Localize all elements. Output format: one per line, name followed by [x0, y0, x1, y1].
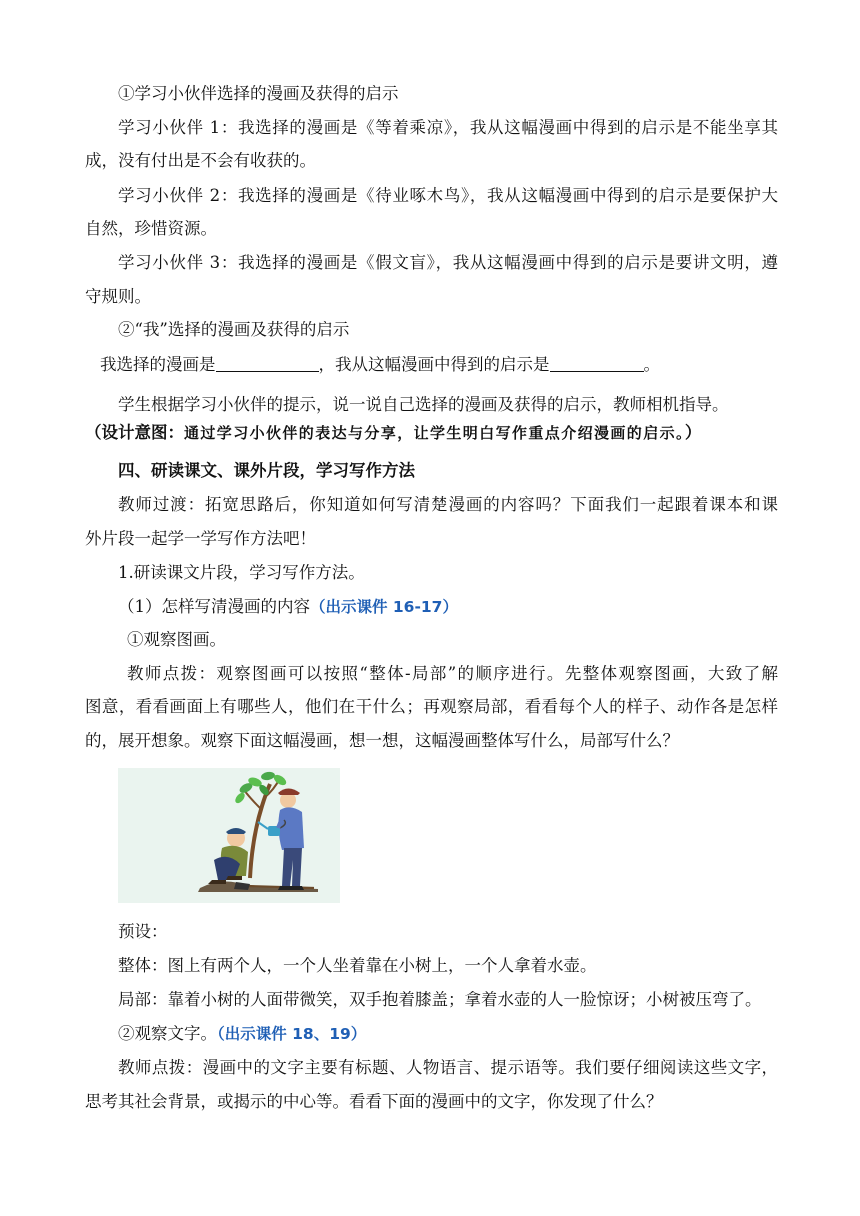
fill-part1: 我选择的漫画是	[100, 355, 216, 374]
item-1-1-text: （1）怎样写清漫画的内容	[118, 597, 310, 616]
subheading-my-choice: ②“我”选择的漫画及获得的启示	[118, 320, 350, 339]
partner1-line2: 成，没有付出是不会有收获的。	[85, 151, 316, 170]
fill-part2: ，我从这幅漫画中得到的启示是	[318, 355, 550, 374]
fill-in-sentence	[100, 355, 660, 375]
item-1-1	[118, 597, 458, 617]
partner3-line2: 守规则。	[85, 287, 151, 306]
observe-text-label: ②观察文字。	[118, 1024, 217, 1043]
observe-text	[118, 1024, 366, 1044]
item-1: 1.研读课文片段，学习写作方法。	[118, 563, 365, 582]
preset-label: 预设：	[118, 922, 168, 941]
design-open-paren: （	[85, 423, 102, 442]
observe-picture: ①观察图画。	[127, 630, 226, 649]
text-hint-line2: 思考其社会背景，或揭示的中心等。看看下面的漫画中的文字，你发现了什么？	[85, 1092, 663, 1111]
fill-part3: 。	[643, 355, 660, 374]
text-hint-line1: 教师点拨：漫画中的文字主要有标题、人物语言、提示语等。我们要仔细阅读这些文字，	[118, 1058, 778, 1077]
fill-blank-insight	[550, 355, 644, 372]
slide-reference-2: （出示课件 18、19）	[217, 1025, 367, 1043]
preset-local: 局部：靠着小树的人面带微笑，双手抱着膝盖；拿着水壶的人一脸惊讶；小树被压弯了。	[118, 990, 762, 1009]
comic-illustration	[118, 768, 340, 903]
hint-line2: 图意，看看画面上有哪些人，他们在干什么；再观察局部，看看每个人的样子、动作各是怎样	[85, 697, 778, 716]
transition-line1: 教师过渡：拓宽思路后，你知道如何写清楚漫画的内容吗？下面我们一起跟着课本和课	[118, 495, 778, 514]
preset-whole: 整体：图上有两个人，一个人坐着靠在小树上，一个人拿着水壶。	[118, 956, 597, 975]
slide-reference: （出示课件 16-17）	[310, 598, 458, 616]
design-intent-note	[85, 423, 701, 443]
design-intent-label: 设计意图：	[101, 423, 184, 442]
partner2-line2: 自然，珍惜资源。	[85, 219, 217, 238]
section-title: 四、研读课文、课外片段，学习写作方法	[118, 461, 415, 480]
student-guidance-line: 学生根据学习小伙伴的提示，说一说自己选择的漫画及获得的启示，教师相机指导。	[118, 395, 729, 414]
design-close-paren: ）	[684, 423, 702, 442]
subheading-partner-choices: ①学习小伙伴选择的漫画及获得的启示	[118, 84, 399, 103]
partner2-line1: 学习小伙伴 2：我选择的漫画是《待业啄木鸟》，我从这幅漫画中得到的启示是要保护大	[118, 186, 778, 205]
fill-blank-comic	[216, 355, 319, 372]
hint-line3: 的，展开想象。观察下面这幅漫画，想一想，这幅漫画整体写什么，局部写什么？	[85, 731, 679, 750]
transition-line2: 外片段一起学一学写作方法吧！	[85, 529, 316, 548]
design-intent-body: 通过学习小伙伴的表达与分享，让学生明白写作重点介绍漫画的启示。	[184, 424, 685, 442]
partner3-line1: 学习小伙伴 3：我选择的漫画是《假文盲》，我从这幅漫画中得到的启示是要讲文明，遵	[118, 253, 778, 272]
hint-line1: 教师点拨：观察图画可以按照“整体-局部”的顺序进行。先整体观察图画，大致了解	[127, 664, 778, 683]
partner1-line1: 学习小伙伴 1：我选择的漫画是《等着乘凉》，我从这幅漫画中得到的启示是不能坐享其	[118, 118, 778, 137]
